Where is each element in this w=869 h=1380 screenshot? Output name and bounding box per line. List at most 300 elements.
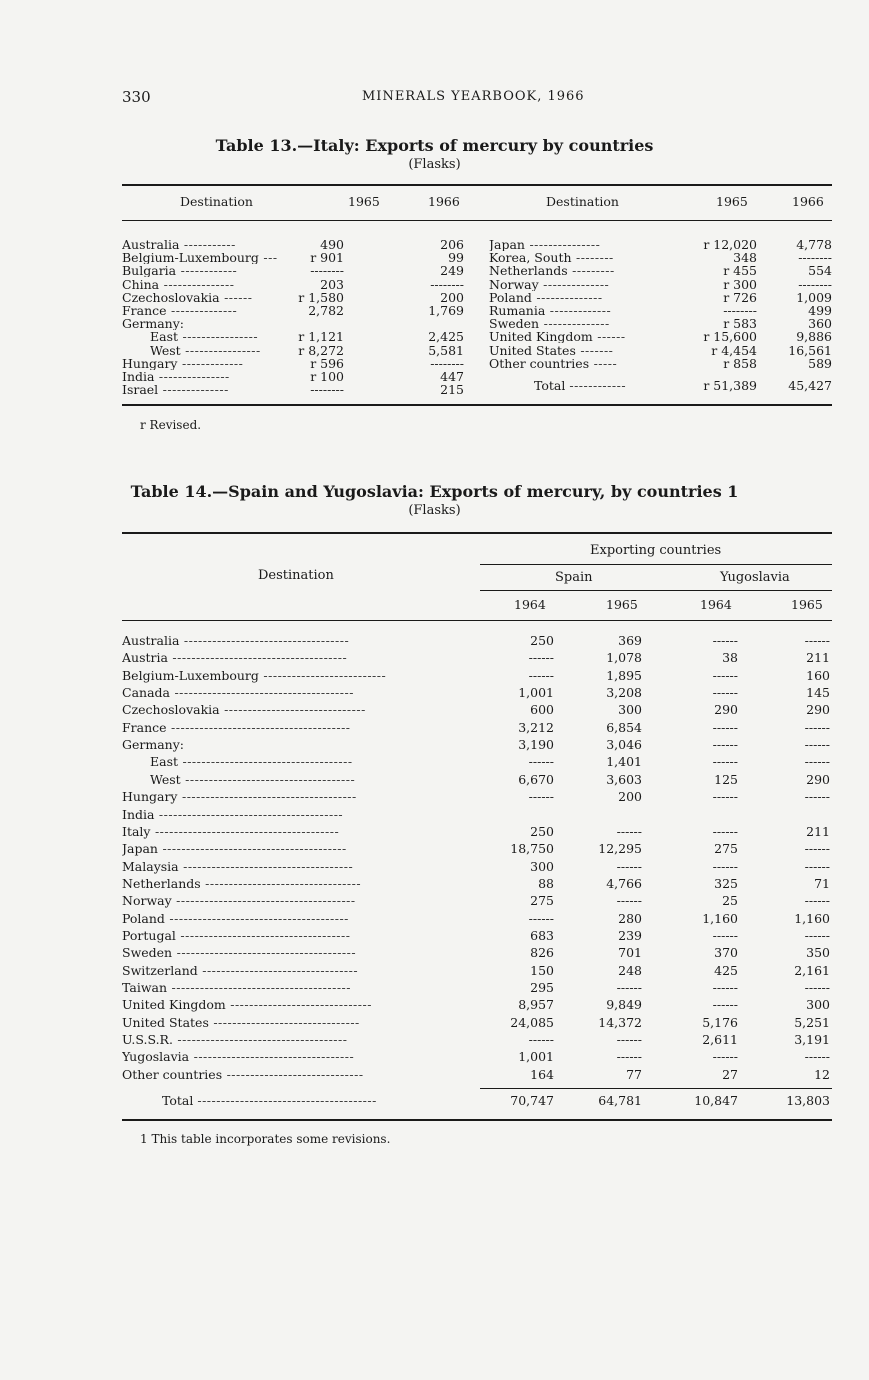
table13-row-label: Sweden: [489, 317, 540, 331]
table14-row-s64: 8,957: [518, 997, 554, 1013]
table14-row-label: Austria: [122, 650, 168, 666]
table14-row-s64: 18,750: [510, 841, 554, 857]
table14-row-y65: ------: [804, 719, 830, 735]
table13-row-1966: 215: [440, 382, 464, 398]
table13-row-1966: 360: [808, 316, 832, 332]
table13-row-destination: [150, 330, 258, 343]
table13-row-destination: [489, 264, 615, 277]
table14-total-spain-1965: 64,781: [598, 1093, 642, 1108]
table-row: [122, 736, 832, 753]
table13-row: [489, 251, 832, 264]
table14-row-y65: ------: [804, 1049, 830, 1065]
table14-row-y64: 5,176: [702, 1014, 738, 1030]
leader-dots: ---------------------------------: [200, 875, 362, 891]
table14-row-y64: 38: [722, 650, 738, 666]
table14-row-s64: 295: [530, 980, 554, 995]
table13-row-1966: --------: [430, 355, 464, 371]
table-row: [122, 753, 832, 770]
table13-row-1966: 200: [440, 289, 464, 305]
table14-row-y64: ------: [712, 737, 738, 753]
table14-row-s65: ------: [616, 980, 642, 995]
table13-row-1965: r 100: [310, 369, 344, 384]
leader-dots: ----------------: [178, 330, 259, 344]
table14-row-y65: 5,251: [794, 1014, 830, 1030]
table13-header-1965-right: 1965: [716, 194, 748, 209]
table14-row-y65: 12: [814, 1066, 830, 1082]
table14-row-s64: 24,085: [510, 1014, 554, 1030]
table13-row-label: Belgium-Luxembourg: [122, 251, 259, 265]
table14-row-s65: ------: [616, 893, 642, 909]
table14-row-label: Japan: [122, 841, 158, 857]
table13-total-1966: 45,427: [788, 378, 832, 393]
table14-row-destination: [122, 910, 474, 927]
leader-dots: ---: [258, 251, 278, 265]
table-row: [122, 875, 832, 892]
table14-row-s64: 6,670: [518, 771, 554, 787]
table14-row-label: East: [150, 754, 179, 770]
table13-row: [489, 264, 832, 277]
table14-row-destination: [122, 632, 474, 649]
table13-row-1966: 589: [808, 355, 832, 371]
table13-row-1966: 9,886: [796, 329, 832, 345]
table14-row-destination: [122, 875, 474, 892]
table13-header-1965-left: 1965: [348, 194, 380, 209]
table14-row-s64: 3,190: [518, 737, 554, 753]
table14-row-y64: ------: [712, 633, 738, 648]
table13-row-label: China: [122, 277, 160, 291]
table-row: [122, 771, 832, 788]
table14-row-y65: 290: [806, 771, 830, 787]
table13-row-label: West: [150, 343, 181, 357]
table14-row-y65: ------: [804, 893, 830, 909]
table14-row-s64: 300: [530, 858, 554, 874]
table13-total-label: Total ------------: [534, 379, 627, 392]
table14-row-y65: 350: [806, 945, 830, 961]
table13-row-destination: [122, 317, 184, 330]
table13-row-destination: [489, 238, 600, 251]
table14-row-s64: 164: [530, 1066, 554, 1082]
table13-title: Table 13.—Italy: Exports of mercury by countries: [215, 136, 654, 155]
table13-row-destination: [122, 278, 234, 291]
table13-row-1965: r 15,600: [703, 329, 757, 345]
table14-row-s64: 150: [530, 962, 554, 978]
table14-row-label: Portugal: [122, 927, 176, 943]
table13-row: [489, 278, 832, 291]
table14-row-y64: 325: [714, 875, 738, 891]
table13-row: [489, 291, 832, 304]
table14-row-y65: 300: [806, 997, 830, 1013]
table14-row-destination: [122, 736, 474, 753]
table14-row-s65: 3,208: [606, 685, 642, 701]
table13-row-destination: [122, 370, 230, 383]
table14-row-s65: ------: [616, 1049, 642, 1065]
table14-row-s65: 77: [626, 1066, 642, 1082]
leader-dots: ---------------------------------------: [150, 823, 340, 839]
table14-row-s64: 250: [530, 823, 554, 839]
table14-row-label: Australia: [122, 633, 180, 648]
table13-row: [122, 278, 467, 291]
table14-row-destination: [122, 684, 474, 701]
leader-dots: -------------: [177, 356, 244, 370]
table13-row: [489, 317, 832, 330]
table14-row-y65: 160: [806, 667, 830, 683]
leader-dots: -------------------------------: [208, 1014, 360, 1030]
table14-row-s64: ------: [528, 789, 554, 805]
table14-header-destination: Destination: [258, 568, 334, 583]
table14-row-y65: ------: [804, 858, 830, 874]
table-row: [122, 701, 832, 718]
table14-bottom-rule: [122, 1119, 832, 1121]
table14-row-s65: 280: [618, 910, 642, 926]
table14-year-yugoslavia-1964: 1964: [700, 597, 732, 612]
table14-row-destination: [122, 1048, 474, 1065]
table13-row-1966: 554: [808, 263, 832, 279]
table13-row-label: Poland: [489, 290, 532, 304]
table13-row-1965: r 4,454: [711, 342, 757, 358]
table14-row-label: Poland: [122, 910, 165, 926]
table14-row-label: Other countries: [122, 1066, 223, 1082]
leader-dots: ---------------------------------: [197, 962, 359, 978]
table14-row-s65: ------: [616, 823, 642, 839]
table14-row-s65: 6,854: [606, 719, 642, 735]
table14-row-s64: 600: [530, 702, 554, 718]
table13-row-1966: 99: [448, 250, 464, 266]
table13-row-label: United Kingdom: [489, 330, 593, 344]
table13-header-destination-right: Destination: [546, 194, 619, 209]
table13-row-1965: r 300: [723, 276, 757, 292]
table13-row-1966: 16,561: [788, 342, 832, 358]
table14-row-destination: [122, 996, 474, 1013]
table-row: [122, 823, 832, 840]
table14-row-y65: 71: [814, 875, 830, 891]
table13-row: [489, 357, 832, 370]
table13-row-1965: r 858: [723, 355, 757, 371]
page-number: 330: [122, 88, 151, 106]
table14-group-rule: [480, 564, 832, 565]
table14-row-destination: [122, 927, 474, 944]
running-head: MINERALS YEARBOOK, 1966: [362, 89, 585, 104]
leader-dots: ------------------------------------: [180, 771, 356, 787]
table14-row-y64: ------: [712, 823, 738, 839]
table14-row-label: Italy: [122, 823, 151, 839]
table14-row-destination: [150, 753, 502, 770]
table13-row-destination: [489, 344, 613, 357]
table14-top-rule: [122, 532, 832, 534]
leader-dots: ----------------: [180, 343, 261, 357]
table14-row-y65: ------: [804, 789, 830, 805]
table13-row: [122, 251, 467, 264]
table-row: [122, 858, 832, 875]
leader-dots: -----: [589, 356, 618, 370]
table14-header-yugoslavia: Yugoslavia: [720, 570, 790, 585]
leader-dots: -------------------------------------: [167, 650, 348, 666]
leader-dots: ------------------------------------: [178, 754, 353, 770]
table14-row-destination: [122, 858, 474, 875]
leader-dots: -----------------------------: [222, 1066, 364, 1082]
table14-row-s65: 3,046: [606, 737, 642, 753]
table14-unit: (Flasks): [408, 503, 461, 518]
table-row: [122, 649, 832, 666]
table13-row-label: Rumania: [489, 304, 546, 317]
table14-row-destination: [122, 701, 474, 718]
table14-row-y65: 2,161: [794, 962, 830, 978]
table13-row-1966: 447: [440, 369, 464, 384]
table14-row-destination: [122, 806, 474, 823]
table13-row-label: Bulgaria: [122, 264, 177, 278]
table-row: [122, 806, 832, 823]
table14-row-s65: 4,766: [606, 875, 642, 891]
table13-row-1965: 2,782: [308, 303, 344, 318]
table13-row-1966: --------: [430, 276, 464, 292]
table14-row-s64: ------: [528, 910, 554, 926]
table13-row-1965: r 455: [723, 263, 757, 279]
table14-row-s64: ------: [528, 667, 554, 683]
table13-row: [489, 344, 832, 357]
table14-row-s65: 1,078: [606, 650, 642, 666]
leader-dots: ----------------------------------: [189, 1049, 355, 1065]
leader-dots: --------------------------------------: [166, 719, 351, 735]
table13-row-destination: [489, 330, 626, 343]
leader-dots: --------------------------------------: [169, 685, 354, 701]
table14-row-s64: 1,001: [518, 685, 554, 701]
leader-dots: --------------------------------------: [167, 980, 352, 995]
table14-row-s64: ------: [528, 650, 554, 666]
table14-row-s64: 826: [530, 945, 554, 961]
table13-row-destination: [122, 264, 237, 277]
table14-row-s65: 3,603: [606, 771, 642, 787]
table13-row-1966: 1,009: [796, 289, 832, 305]
table13-row: [489, 330, 832, 343]
table14-row-y65: 145: [806, 685, 830, 701]
table14-year-yugoslavia-1965: 1965: [791, 597, 823, 612]
table13-header-1966-right: 1966: [792, 194, 824, 209]
table-row: [122, 667, 832, 684]
table13-row-1965: r 726: [723, 289, 757, 305]
leader-dots: --------------: [538, 277, 610, 291]
leader-dots: ------------------------------: [219, 702, 366, 718]
leader-dots: --------------: [531, 290, 603, 304]
table-row: [122, 927, 832, 944]
table14-total-yugoslavia-1965: 13,803: [786, 1093, 830, 1108]
leader-dots: ------------------------------------: [172, 1032, 348, 1048]
table13-row-label: France: [122, 304, 167, 317]
table14-row-s64: 1,001: [518, 1049, 554, 1065]
table14-row-s65: 248: [618, 962, 642, 978]
table14-total-yugoslavia-1964: 10,847: [694, 1093, 738, 1108]
leader-dots: ---------------------------------------: [157, 841, 347, 857]
table13-row-1966: --------: [798, 276, 832, 292]
table-row: [122, 892, 832, 909]
table13-row-destination: [489, 317, 610, 330]
leader-dots: --------------: [166, 304, 238, 317]
table14-row-label: United States: [122, 1014, 209, 1030]
table14-row-s64: 250: [530, 633, 554, 648]
table13-footnote: r Revised.: [140, 418, 202, 432]
table13-row-1966: 5,581: [428, 342, 464, 358]
leader-dots: --------------------------: [258, 667, 387, 683]
table14-row-label: Yugoslavia: [122, 1049, 190, 1065]
table14-row-s64: 275: [530, 893, 554, 909]
table13-row-label: India: [122, 370, 155, 383]
table14-row-label: Germany:: [122, 737, 184, 753]
table-row: [122, 1031, 832, 1048]
leader-dots: ---------: [567, 264, 615, 278]
table13-row-1965: --------: [310, 382, 344, 398]
table13-row: [122, 370, 467, 383]
table14-header-spain: Spain: [555, 570, 593, 585]
table14-footnote: 1 This table incorporates some revisions.: [140, 1132, 391, 1146]
leader-dots: ---------------: [524, 238, 601, 251]
table14-row-y64: ------: [712, 667, 738, 683]
table14-header-group: Exporting countries: [590, 543, 722, 558]
table13-row-destination: [489, 357, 617, 370]
table13-row-destination: [122, 357, 243, 370]
table-row: [122, 1066, 832, 1083]
table13-row-label: Japan: [489, 238, 525, 251]
table14-row-label: Netherlands: [122, 875, 201, 891]
table13-row: [122, 304, 467, 317]
table14-row-label: Czechoslovakia: [122, 702, 220, 718]
table13-row: [122, 383, 467, 396]
table13-row-1966: 206: [440, 237, 464, 252]
table-row: [122, 632, 832, 649]
table-row: [122, 962, 832, 979]
table14-row-y64: 1,160: [702, 910, 738, 926]
table14-subgroup-rule: [480, 590, 832, 591]
leader-dots: ------------: [176, 264, 238, 278]
table-row: [122, 1014, 832, 1031]
table14-row-label: Switzerland: [122, 962, 198, 978]
table14-row-s65: 1,401: [606, 754, 642, 770]
table13-row-label: Czechoslovakia: [122, 290, 220, 304]
table14-row-y64: 27: [722, 1066, 738, 1082]
table14-row-label: Sweden: [122, 945, 173, 961]
table14-row-y64: 2,611: [702, 1032, 738, 1048]
table14-row-y64: 425: [714, 962, 738, 978]
table13-row: [122, 238, 467, 251]
table-row: [122, 719, 832, 736]
table14-row-label: Canada: [122, 685, 170, 701]
table13-row-1965: r 1,580: [298, 289, 344, 305]
table13-row: [122, 357, 467, 370]
table13-row-destination: [489, 251, 614, 264]
table14-row-y64: ------: [712, 997, 738, 1013]
table14-row-y65: ------: [804, 737, 830, 753]
table14-row-s65: 239: [618, 927, 642, 943]
leader-dots: ------------------------------: [225, 997, 372, 1013]
table-row: [122, 840, 832, 857]
leader-dots: ---------------: [154, 370, 230, 383]
table13-row-label: East: [150, 330, 179, 344]
leader-dots: --------------: [539, 317, 610, 331]
table14-total-rule: [480, 1088, 832, 1089]
table13-row-label: Australia: [122, 238, 180, 251]
table14-row-y64: ------: [712, 858, 738, 874]
table14-row-y64: ------: [712, 754, 738, 770]
table13-row-1966: 2,425: [428, 329, 464, 345]
table13-row-label: Korea, South: [489, 251, 572, 265]
table14-row-s65: 9,849: [606, 997, 642, 1013]
table14-row-s65: ------: [616, 858, 642, 874]
table13-row: [122, 344, 467, 357]
table14-row-s65: 1,895: [606, 667, 642, 683]
table13-row-1966: 249: [440, 263, 464, 279]
table14-row-s64: ------: [528, 754, 554, 770]
table14-row-destination: [122, 719, 474, 736]
table14-row-y64: 275: [714, 841, 738, 857]
table14-row-destination: [122, 892, 474, 909]
table13-header-destination-left: Destination: [180, 194, 253, 209]
table14-row-y65: 1,160: [794, 910, 830, 926]
table14-row-label: U.S.S.R.: [122, 1032, 173, 1048]
table14-row-y65: 211: [806, 823, 830, 839]
table14-row-y64: 25: [722, 893, 738, 909]
leader-dots: --------: [571, 251, 614, 265]
table13-row-label: United States: [489, 343, 576, 357]
table14-row-destination: [122, 788, 474, 805]
table13-row-destination: [122, 238, 236, 251]
table14-row-label: France: [122, 719, 167, 735]
table13-row-destination: [489, 278, 609, 291]
table13-header-rule: [122, 220, 832, 221]
table14-total-row: [122, 1092, 832, 1109]
table13-total-1965: r 51,389: [703, 378, 757, 393]
table13-row-label: Hungary: [122, 356, 178, 370]
table13-unit: (Flasks): [408, 157, 461, 172]
table14-row-y64: ------: [712, 685, 738, 701]
table-row: [122, 1048, 832, 1065]
table13-row: [122, 291, 467, 304]
table14-row-destination: [122, 944, 474, 961]
table13-row: [122, 264, 467, 277]
table14-row-s65: 12,295: [598, 841, 642, 857]
table13-row-label: Germany:: [122, 317, 184, 331]
table14-row-label: India: [122, 806, 155, 822]
table14-row-y64: ------: [712, 719, 738, 735]
table14-row-s64: 88: [538, 875, 554, 891]
table-row: [122, 788, 832, 805]
table14-row-destination: [122, 840, 474, 857]
table14-row-s65: 701: [618, 945, 642, 961]
leader-dots: -------: [575, 343, 614, 357]
table14-row-y65: ------: [804, 980, 830, 995]
table14-row-y64: 290: [714, 702, 738, 718]
table13-row-label: Norway: [489, 277, 539, 291]
table13-row-1965: 348: [733, 250, 757, 266]
table14-row-s65: 369: [618, 633, 642, 648]
table-row: [122, 996, 832, 1013]
table14-total-label: Total --------------------------------------: [162, 1093, 377, 1108]
table14-row-y64: 125: [714, 771, 738, 787]
leader-dots: --------------: [158, 383, 229, 397]
table14-row-destination: [122, 1014, 474, 1031]
leader-dots: -------------: [545, 304, 612, 317]
table-row: [122, 910, 832, 927]
leader-dots: --------------------------------------: [164, 910, 349, 926]
table14-year-spain-1964: 1964: [514, 597, 546, 612]
table14-row-destination: [150, 771, 502, 788]
leader-dots: ------: [592, 330, 626, 344]
table14-row-s65: 200: [618, 789, 642, 805]
table13-row-destination: [489, 304, 611, 317]
table14-row-label: Malaysia: [122, 858, 179, 874]
leader-dots: -----------: [179, 238, 236, 251]
leader-dots: --------------------------------------: [171, 893, 356, 909]
table14-row-s64: ------: [528, 1032, 554, 1048]
table13-bottom-rule: [122, 404, 832, 406]
table14-row-y65: 211: [806, 650, 830, 666]
leader-dots: ------: [219, 290, 253, 304]
